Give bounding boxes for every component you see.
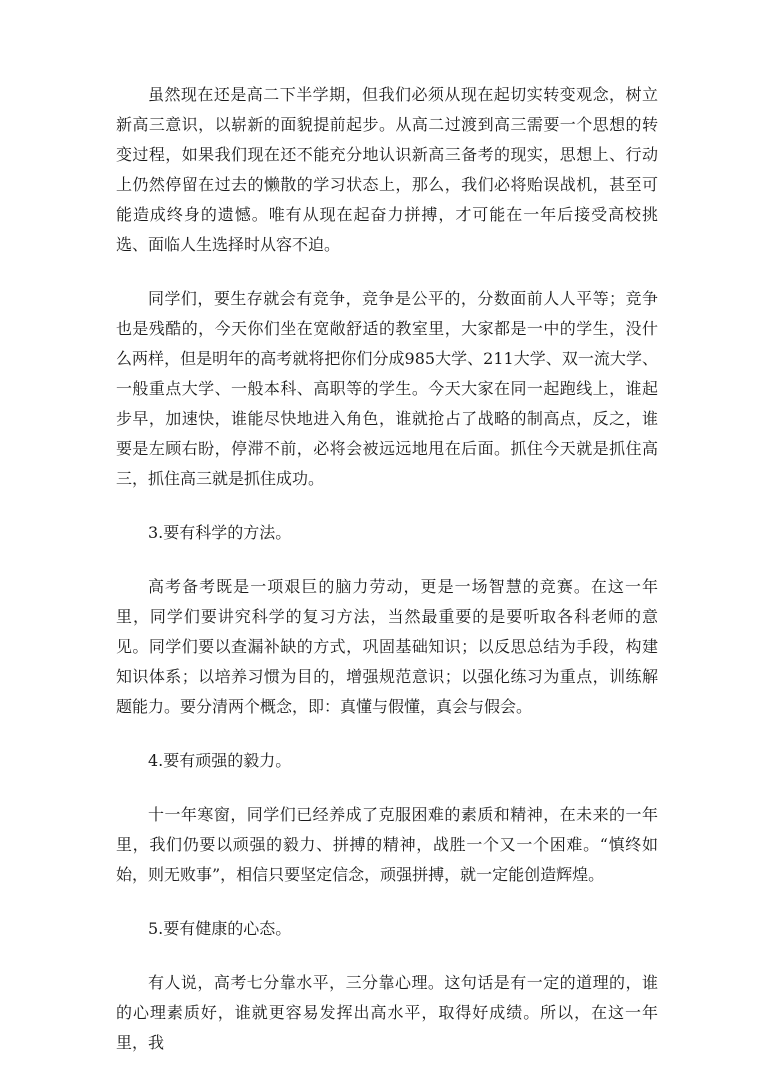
paragraph-healthy-mindset: 有人说，高考七分靠水平，三分靠心理。这句话是有一定的道理的，谁的心理素质好，谁就更容易发挥出高水平，取得好成绩。所以，在这一年里，我 <box>116 973 658 1052</box>
heading-scientific-method: 3.要有科学的方法。 <box>148 523 292 542</box>
paragraph-perseverance: 十一年寒窗，同学们已经养成了克服困难的素质和精神，在未来的一年里，我们仍要以顽强的毅力、拼搏的精神，战胜一个又一个困难。“慎终如始，则无败事”，相信只要坚定信念，顽强拼搏，就一定能创造辉煌。 <box>116 805 658 884</box>
document-body <box>116 80 658 1082</box>
heading-healthy-mindset: 5.要有健康的心态。 <box>148 919 292 938</box>
paragraph-competition: 同学们，要生存就会有竞争，竞争是公平的，分数面前人人平等；竞争也是残酷的，今天你们坐在宽敞舒适的教室里，大家都是一中的学生，没什么两样，但是明年的高考就将把你们分成985大学、211大学、双一流大学、一般重点大学、一般本科、高职等的学生。今天大家在同一起跑线上，谁起步早，加速快，谁能尽快地进入角色，谁就抢占了战略的制高点，反之，谁要是左顾右盼，停滞不前，必将会被远远地甩在后面。抓住今天就是抓住高三，抓住高三就是抓住成功。 <box>116 289 658 488</box>
heading-perseverance: 4.要有顽强的毅力。 <box>148 751 292 770</box>
paragraph-scientific-method: 高考备考既是一项艰巨的脑力劳动，更是一场智慧的竞赛。在这一年里，同学们要讲究科学的复习方法，当然最重要的是要听取各科老师的意见。同学们要以查漏补缺的方式，巩固基础知识；以反思总结为手段，构建知识体系；以培养习惯为目的，增强规范意识；以强化练习为重点，训练解题能力。要分清两个概念，即：真懂与假懂，真会与假会。 <box>116 577 658 716</box>
paragraph-mindset: 虽然现在还是高二下半学期，但我们必须从现在起切实转变观念，树立新高三意识，以崭新的面貌提前起步。从高二过渡到高三需要一个思想的转变过程，如果我们现在还不能充分地认识新高三备考的现实，思想上、行动上仍然停留在过去的懒散的学习状态上，那么，我们必将贻误战机，甚至可能造成终身的遗憾。唯有从现在起奋力拼搏，才可能在一年后接受高校挑选、面临人生选择时从容不迫。 <box>116 85 658 254</box>
